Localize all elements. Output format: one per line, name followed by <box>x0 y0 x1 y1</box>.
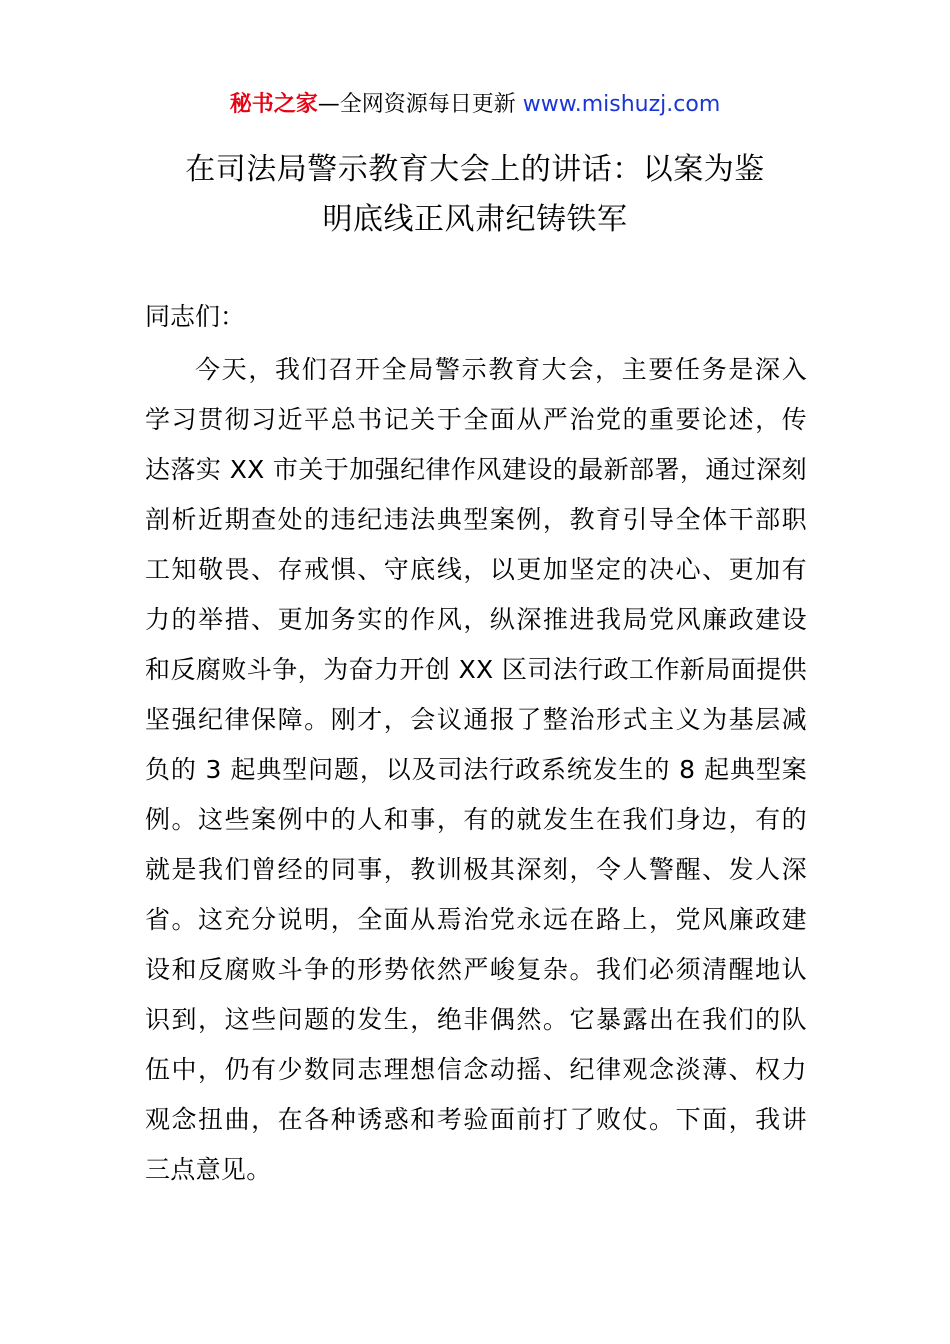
paragraph-line: 达落实 XX 市关于加强纪律作风建设的最新部署，通过深刻 <box>145 455 807 484</box>
site-tagline: —全网资源每日更新 <box>317 92 523 117</box>
paragraph-line: 坚强纪律保障。刚才，会议通报了整治形式主义为基层减 <box>145 705 807 734</box>
paragraph-line: 今天，我们召开全局警示教育大会，主要任务是深入 <box>195 355 807 384</box>
title-line: 明底线正风肃纪铸铁军 <box>322 202 628 237</box>
site-brand: 秘书之家 <box>229 92 318 117</box>
paragraph-line: 负的 3 起典型问题，以及司法行政系统发生的 8 起典型案 <box>145 755 807 784</box>
paragraph-line: 伍中，仍有少数同志理想信念动摇、纪律观念淡薄、权力 <box>145 1055 807 1084</box>
paragraph-line: 三点意见。 <box>145 1155 272 1184</box>
paragraph-line: 设和反腐败斗争的形势依然严峻复杂。我们必须清醒地认 <box>145 955 807 984</box>
paragraph-line: 和反腐败斗争，为奋力开创 XX 区司法行政工作新局面提供 <box>145 655 807 684</box>
site-url-link[interactable]: www.mishuzj.com <box>522 92 721 117</box>
paragraph-line: 观念扭曲，在各种诱惑和考验面前打了败仗。下面，我讲 <box>145 1105 807 1134</box>
title-line: 在司法局警示教育大会上的讲话：以案为鉴 <box>185 152 765 187</box>
paragraph-line: 工知敬畏、存戒惧、守底线，以更加坚定的决心、更加有 <box>145 555 807 584</box>
paragraph-line: 省。这充分说明，全面从焉治党永远在路上，党风廉政建 <box>145 905 807 934</box>
paragraph-line: 学习贯彻习近平总书记关于全面从严治党的重要论述，传 <box>145 405 807 434</box>
document-title <box>120 145 830 245</box>
paragraph-line: 力的举措、更加务实的作风，纵深推进我局党风廉政建设 <box>145 605 807 634</box>
paragraph-line: 就是我们曾经的同事，教训极其深刻，令人警醒、发人深 <box>145 855 807 884</box>
paragraph-line: 识到，这些问题的发生，绝非偶然。它暴露出在我们的队 <box>145 1005 807 1034</box>
salutation: 同志们： <box>145 302 246 331</box>
paragraph-line: 剖析近期查处的违纪违法典型案例，教育引导全体干部职 <box>145 505 807 534</box>
speech-paragraph <box>145 345 807 1195</box>
site-header <box>0 88 950 122</box>
paragraph-line: 例。这些案例中的人和事，有的就发生在我们身边，有的 <box>145 805 807 834</box>
